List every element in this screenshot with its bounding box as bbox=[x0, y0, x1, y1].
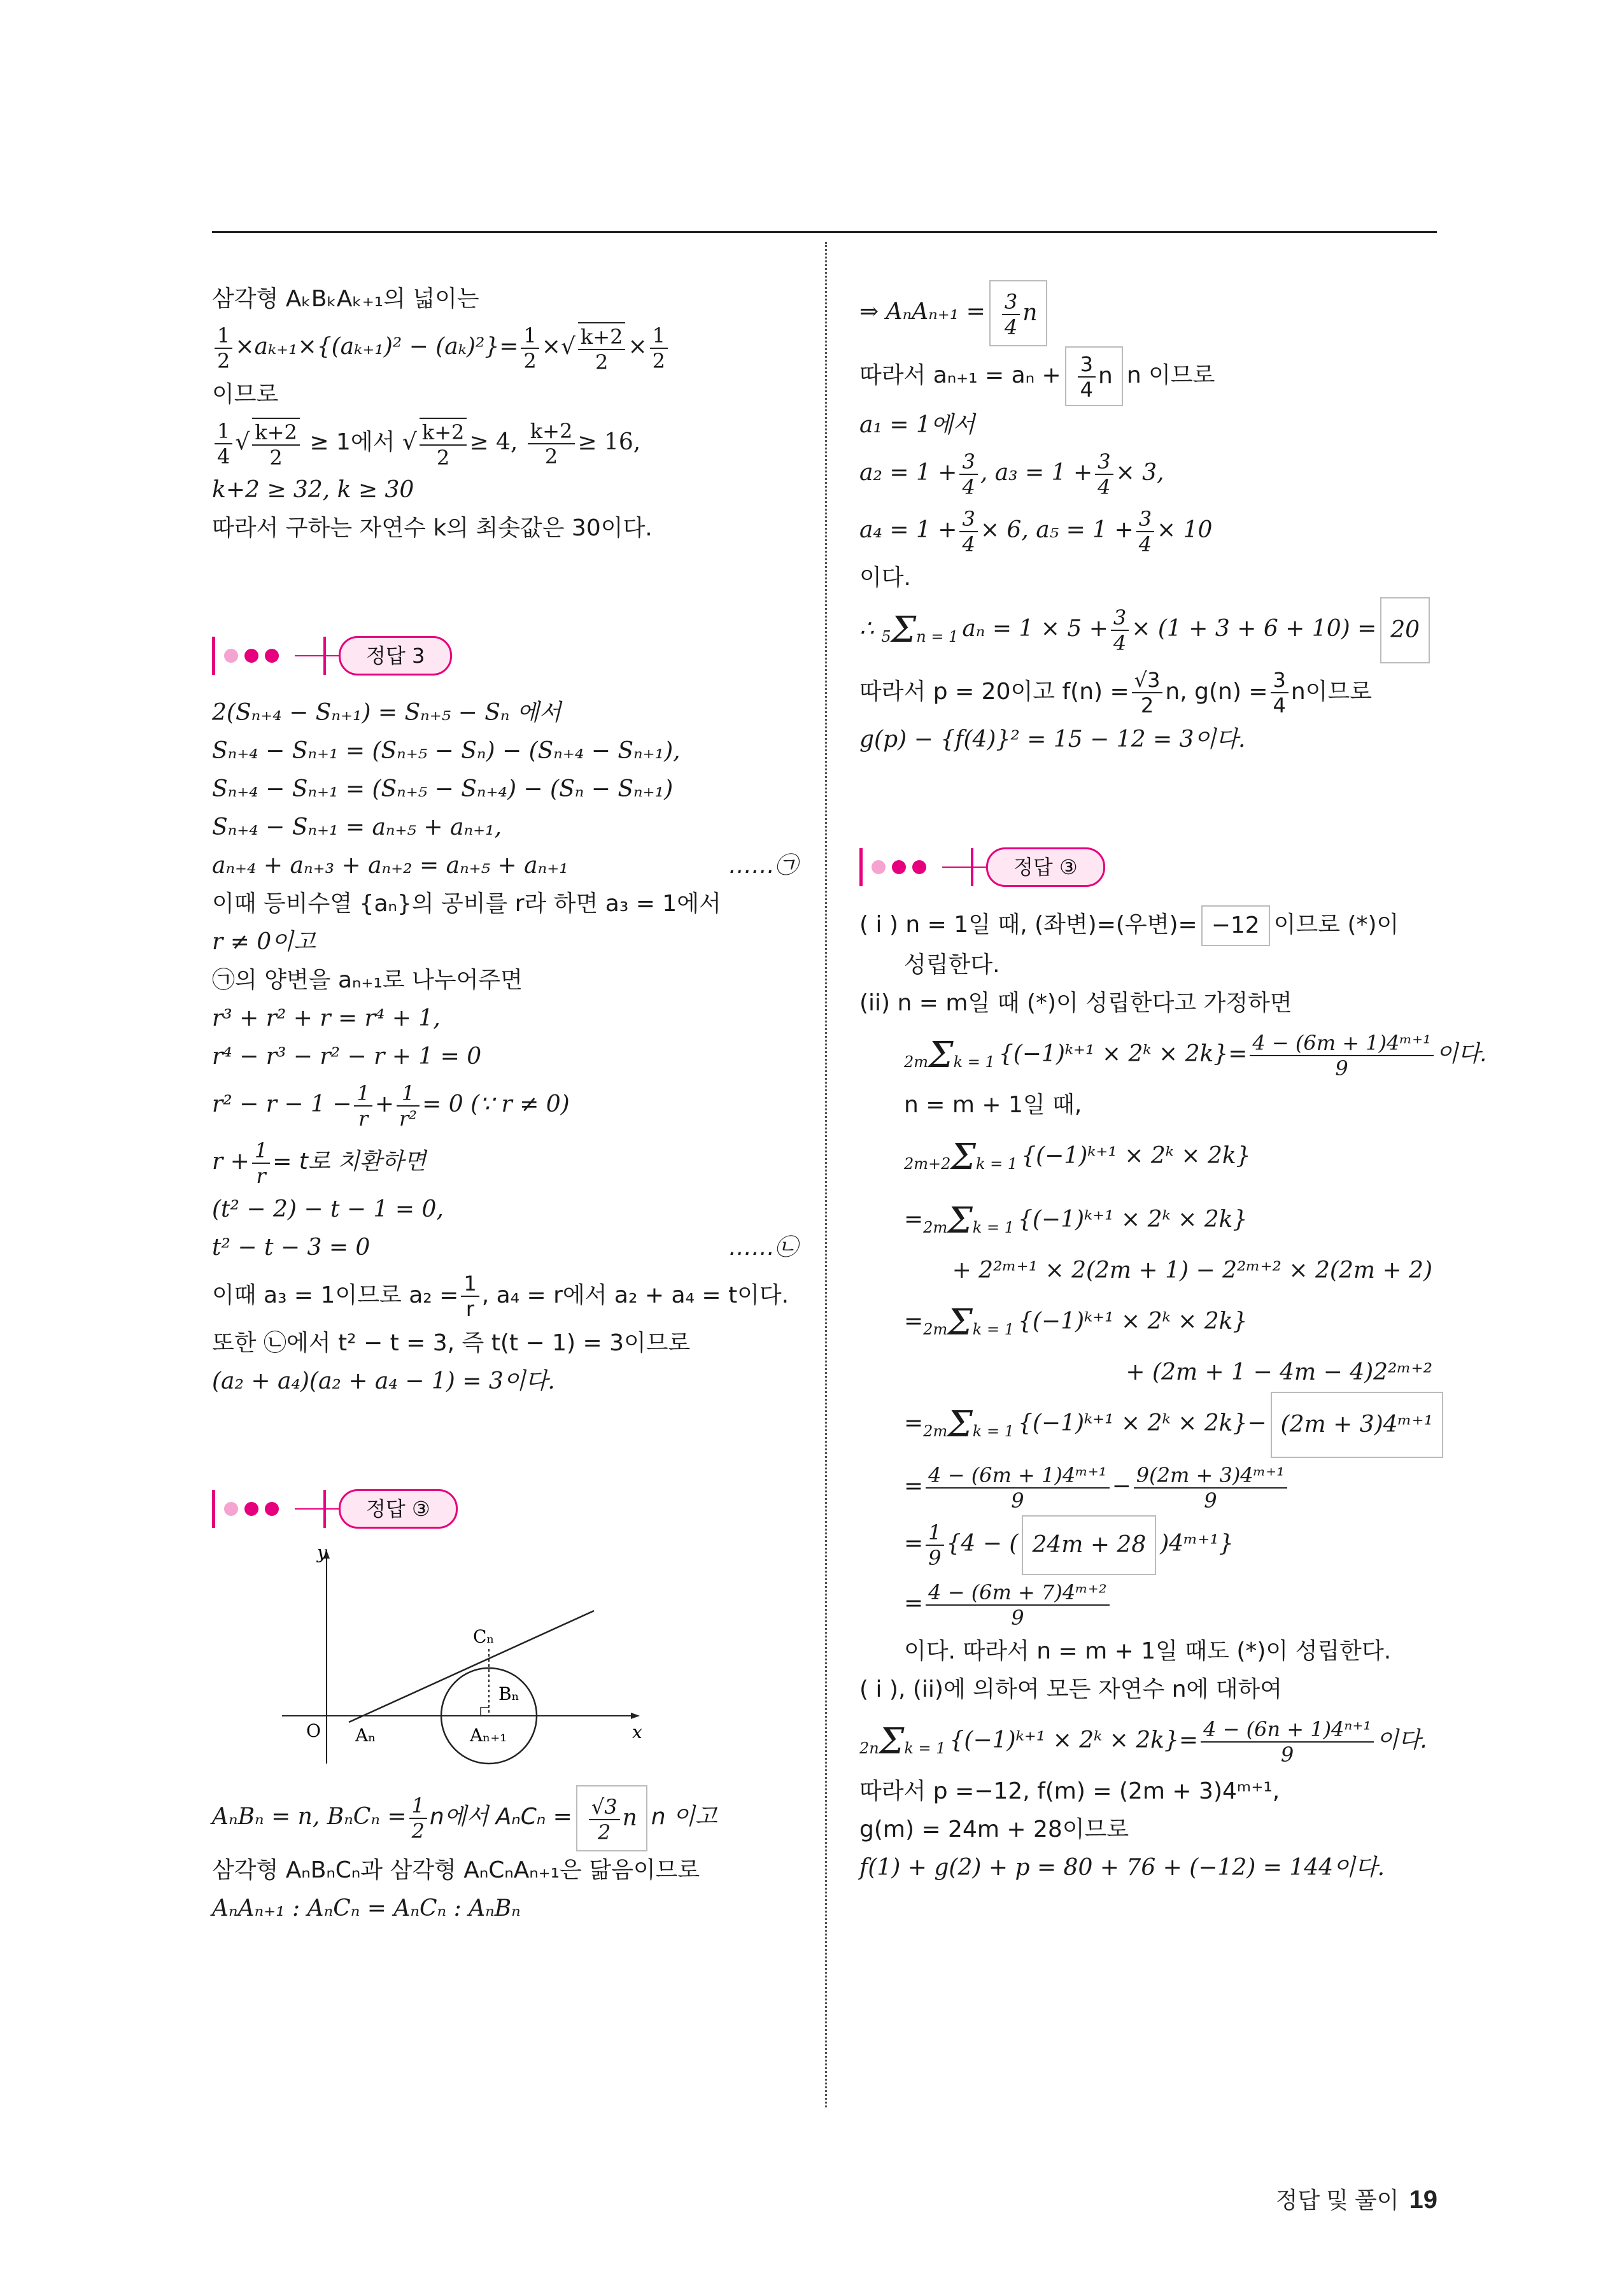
footer-label: 정답 및 풀이 bbox=[1275, 2187, 1399, 2213]
conclusion-1: 따라서 구하는 자연수 k의 최솟값은 30이다. bbox=[212, 515, 653, 541]
poly-2: r⁴ − r³ − r² − r + 1 = 0 bbox=[212, 1043, 482, 1070]
badge-dots-icon bbox=[212, 637, 279, 675]
imuro-text: 이므로 bbox=[212, 381, 279, 407]
induction-1b: 성립한다. bbox=[904, 952, 1000, 978]
x-axis-label: x bbox=[632, 1722, 642, 1743]
step-2: =2mΣk = 1 {(−1)ᵏ⁺¹ × 2ᵏ × 2k} bbox=[904, 1200, 1248, 1242]
inequality-line: $\frac{1}{4}$ √ $\frac{k+2}{2}$ ≥ 1에서 √ $\frac{k+2}{2}$ ≥ 4, $\frac{k+2}{2}$ ≥ 16, bbox=[212, 414, 798, 471]
thus-p: 따라서 p =−12, f(m) = (2m + 3)4ᵐ⁺¹, bbox=[859, 1778, 1280, 1804]
conclusion-a: 이다. 따라서 n = m + 1일 때도 (*)이 성립한다. bbox=[904, 1638, 1392, 1664]
answer-label: 정답 3 bbox=[339, 636, 452, 676]
inequality-2: k+2 ≥ 32, k ≥ 30 bbox=[212, 477, 414, 503]
s-line-3: Sₙ₊₄ − Sₙ₊₁ = (Sₙ₊₅ − Sₙ₊₄) − (Sₙ − Sₙ₊₁) bbox=[212, 776, 674, 802]
y-axis-label: y bbox=[317, 1547, 327, 1563]
t-line-1: (t² − 2) − t − 1 = 0, bbox=[212, 1196, 444, 1222]
segment-line: AₙBₙ = n, BₙCₙ = $\frac{1}{2}$ n에서 AₙCₙ = $\frac{√3}{2}$ n n 이고 bbox=[212, 1785, 798, 1851]
point-an1-label: Aₙ₊₁ bbox=[470, 1725, 507, 1746]
induction-2: (ii) n = m일 때 (*)이 성립한다고 가정하면 bbox=[859, 990, 1292, 1016]
induction-box: −12 bbox=[1201, 905, 1270, 946]
then-3: (a₂ + a₄)(a₂ + a₄ − 1) = 3이다. bbox=[212, 1368, 555, 1394]
step-1: 2m+2Σk = 1 {(−1)ᵏ⁺¹ × 2ᵏ × 2k} bbox=[904, 1136, 1251, 1178]
area-formula: $\frac{1}{2}$ ×aₖ₊₁×{(aₖ₊₁)² − (aₖ)²}= $\frac{1}{2}$ ×√ $\frac{k+2}{2}$ × $\frac{1}{2}$ bbox=[212, 318, 798, 376]
answer-badge-2 bbox=[212, 1483, 798, 1534]
step-4: =2mΣk = 1 {(−1)ᵏ⁺¹ × 2ᵏ × 2k}− (2m + 3)4ᵐ⁺¹ bbox=[859, 1392, 1439, 1458]
step-5: = $\frac{\text{4 − (6m + 1)4ᵐ⁺¹}}{9}$ − $\frac{\text{9(2m + 3)4ᵐ⁺¹}}{9}$ bbox=[859, 1458, 1439, 1515]
general-eq: 2nΣk = 1 {(−1)ᵏ⁺¹ × 2ᵏ × 2k}= $\frac{\text{4 − (6n + 1)4ⁿ⁺¹}}{9}$ 이다. bbox=[859, 1717, 1429, 1767]
step-3: =2mΣk = 1 {(−1)ᵏ⁺¹ × 2ᵏ × 2k} bbox=[904, 1302, 1248, 1343]
point-cn-label: Cₙ bbox=[473, 1626, 495, 1647]
column-divider bbox=[825, 242, 827, 2107]
ratio-line-1: 이때 등비수열 {aₙ}의 공비를 r라 하면 a₃ = 1에서 bbox=[212, 891, 721, 917]
point-bn-label: Bₙ bbox=[498, 1683, 519, 1704]
ratio-line-3: ㉠의 양변을 aₙ₊₁로 나누어주면 bbox=[212, 967, 523, 993]
equation-a: aₙ₊₄ + aₙ₊₃ + aₙ₊₂ = aₙ₊₅ + aₙ₊₁ ……㉠ bbox=[212, 847, 798, 885]
ratio-segments: AₙAₙ₊₁ : AₙCₙ = AₙCₙ : AₙBₙ bbox=[212, 1895, 521, 1921]
then-1: 이때 a₃ = 1이므로 a₂ = $\frac{1}{r}$ , a₄ = r에서 a₂ + a₄ = t이다. bbox=[212, 1271, 789, 1321]
s-line-1: 2(Sₙ₊₄ − Sₙ₊₁) = Sₙ₊₅ − Sₙ 에서 bbox=[212, 700, 561, 726]
s-line-2: Sₙ₊₄ − Sₙ₊₁ = (Sₙ₊₅ − Sₙ) − (Sₙ₊₄ − Sₙ₊₁), bbox=[212, 738, 681, 764]
gp-line: g(p) − {f(4)}² = 15 − 12 = 3이다. bbox=[859, 726, 1246, 753]
thus-g: g(m) = 24m + 28이므로 bbox=[859, 1816, 1129, 1843]
mark-a: ……㉠ bbox=[728, 852, 798, 879]
step-7: = $\frac{\text{4 − (6m + 7)4ᵐ⁺²}}{9}$ bbox=[859, 1575, 1439, 1632]
step-2-plus: + 2²ᵐ⁺¹ × 2(2m + 1) − 2²ᵐ⁺² × 2(2m + 2) bbox=[952, 1257, 1432, 1284]
a4-a5-line: a₄ = 1 + $\frac{3}{4}$ × 6, a₅ = 1 + $\frac{3}{4}$ × 10 bbox=[859, 507, 1213, 556]
geometry-figure bbox=[263, 1547, 798, 1779]
then-2: 또한 ㉡에서 t² − t = 3, 즉 t(t − 1) = 3이므로 bbox=[212, 1330, 691, 1356]
final-answer: f(1) + g(2) + p = 80 + 76 + (−12) = 144이다. bbox=[859, 1855, 1385, 1881]
circle-tangent-diagram bbox=[263, 1547, 645, 1776]
sum-line: ∴ 5Σn = 1 aₙ = 1 × 5 + $\frac{3}{4}$ × (1 + 3 + 6 + 10) = 20 bbox=[859, 597, 1439, 663]
point-an-label: Aₙ bbox=[355, 1725, 376, 1746]
similar-triangles: 삼각형 AₙBₙCₙ과 삼각형 AₙCₙAₙ₊₁은 닮음이므로 bbox=[212, 1857, 700, 1883]
badge-dots-icon bbox=[212, 1490, 279, 1528]
hypothesis-eq: 2mΣk = 1 {(−1)ᵏ⁺¹ × 2ᵏ × 2k}= $\frac{\text{4 − (6m + 1)4ᵐ⁺¹}}{9}$ 이다. bbox=[904, 1031, 1488, 1080]
conclusion-b: ( i ), (ii)에 의하여 모든 자연수 n에 대하여 bbox=[859, 1676, 1283, 1702]
answer-badge-3 bbox=[859, 842, 1439, 893]
ratio-line-2: r ≠ 0이고 bbox=[212, 929, 316, 955]
ida-line: 이다. bbox=[859, 565, 911, 591]
intro-text: 삼각형 AₖBₖAₖ₊₁의 넓이는 bbox=[212, 286, 479, 312]
page-footer bbox=[1276, 2182, 1437, 2215]
mark-b: ……㉡ bbox=[728, 1235, 798, 1261]
a2-a3-line: a₂ = 1 + $\frac{3}{4}$ , a₃ = 1 + $\frac{3}{4}$ × 3, bbox=[859, 449, 1164, 499]
step-3-plus: + (2m + 1 − 4m − 4)2²ᵐ⁺² bbox=[1126, 1359, 1432, 1385]
implication-line: ⇒ AₙAₙ₊₁ = $\frac{3}{4}$ n bbox=[859, 280, 1439, 346]
badge-dots-icon bbox=[859, 848, 926, 886]
step-6: = $\frac{1}{9}$ {4 − ( 24m + 28 )4ᵐ⁺¹} bbox=[859, 1515, 1439, 1575]
n-m1: n = m + 1일 때, bbox=[904, 1092, 1082, 1118]
minus-box: (2m + 3)4ᵐ⁺¹ bbox=[1271, 1392, 1444, 1458]
right-column bbox=[859, 280, 1488, 1887]
ninth-box: 24m + 28 bbox=[1022, 1515, 1156, 1575]
poly-1: r³ + r² + r = r⁴ + 1, bbox=[212, 1005, 441, 1031]
pfg-line: 따라서 p = 20이고 f(n) = $\frac{√3}{2}$ n, g(n) = $\frac{3}{4}$ n이므로 bbox=[859, 668, 1373, 718]
substitution: r + $\frac{1}{r}$ = t로 치환하면 bbox=[212, 1138, 427, 1188]
left-column bbox=[212, 280, 798, 1928]
answer-label: 정답 ③ bbox=[986, 847, 1105, 887]
t-line-2: t² − t − 3 = 0 ……㉡ bbox=[212, 1229, 798, 1267]
sum-answer-box: 20 bbox=[1380, 597, 1430, 663]
poly-3: r² − r − 1 − $\frac{1}{r}$ + $\frac{1}{\text{r²}}$ = 0 (∵ r ≠ 0) bbox=[212, 1081, 570, 1131]
s-line-4: Sₙ₊₄ − Sₙ₊₁ = aₙ₊₅ + aₙ₊₁, bbox=[212, 814, 502, 840]
recurrence-line: 따라서 aₙ₊₁ = aₙ + $\frac{3}{4}$ n n 이므로 bbox=[859, 346, 1439, 406]
a1-line: a₁ = 1에서 bbox=[859, 412, 975, 438]
page-number: 19 bbox=[1409, 2186, 1437, 2214]
answer-label: 정답 ③ bbox=[339, 1489, 458, 1529]
answer-badge-1 bbox=[212, 630, 798, 681]
origin-label: O bbox=[306, 1720, 321, 1741]
top-rule bbox=[212, 231, 1437, 233]
induction-1: ( i ) n = 1일 때, (좌변)=(우변)= −12 이므로 (*)이 bbox=[859, 905, 1439, 946]
